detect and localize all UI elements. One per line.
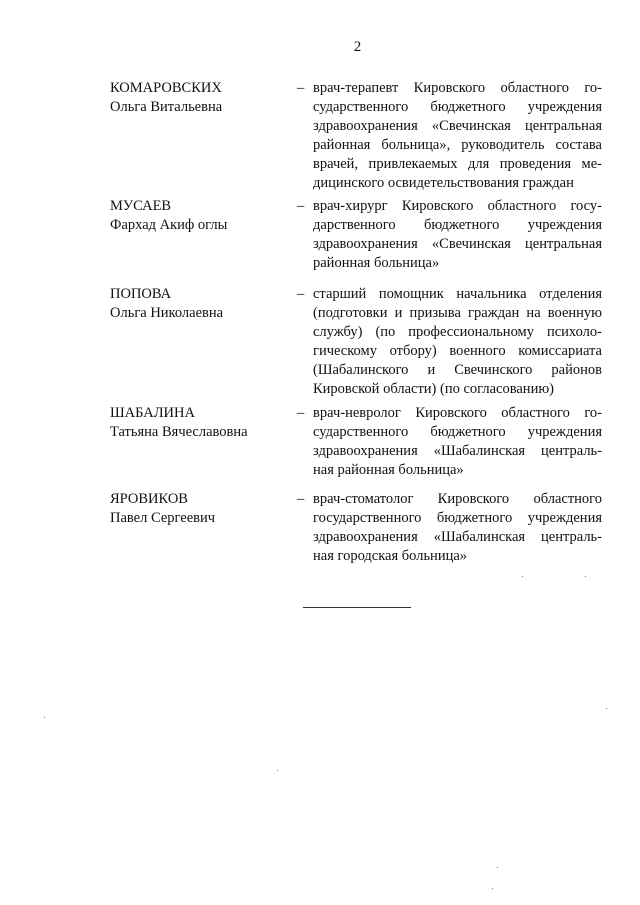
member-name xyxy=(110,285,285,323)
role-line: районная больница», руководитель состава xyxy=(313,137,602,153)
role-line: районная больница» xyxy=(313,255,440,271)
member-surname: ШАБАЛИНА xyxy=(110,405,195,421)
scan-speck xyxy=(277,770,278,771)
end-of-list-rule xyxy=(303,607,411,608)
scan-speck xyxy=(585,576,586,577)
role-line: Кировской области) (по согласованию) xyxy=(313,381,554,397)
member-given-names: Фархад Акиф оглы xyxy=(110,217,228,233)
role-line: врач-стоматолог Кировского областного xyxy=(313,491,602,507)
role-line: врач-хирург Кировского областного госу- xyxy=(313,198,602,214)
member-role xyxy=(313,79,602,193)
member-surname: КОМАРОВСКИХ xyxy=(110,80,222,96)
member-role xyxy=(313,404,602,480)
role-line: ная городская больница» xyxy=(313,548,468,564)
member-surname: МУСАЕВ xyxy=(110,198,172,214)
member-given-names: Павел Сергеевич xyxy=(110,510,216,526)
role-line: врач-невролог Кировского областного го- xyxy=(313,405,602,421)
role-line: здравоохранения «Свечинская центральная xyxy=(313,118,602,134)
dash-separator: – xyxy=(297,286,305,302)
role-line: (подготовки и призыва граждан на военную xyxy=(313,305,602,321)
member-name xyxy=(110,404,285,442)
dash-separator: – xyxy=(297,491,305,507)
role-line: старший помощник начальника отделения xyxy=(313,286,602,302)
role-line: службу) (по профессиональному психоло- xyxy=(313,324,602,340)
member-name xyxy=(110,79,285,117)
member-given-names: Татьяна Вячеславовна xyxy=(110,424,248,440)
member-given-names: Ольга Витальевна xyxy=(110,99,223,115)
role-line: ная районная больница» xyxy=(313,462,464,478)
member-surname: ПОПОВА xyxy=(110,286,172,302)
scan-speck xyxy=(522,576,523,577)
member-name xyxy=(110,197,285,235)
role-line: дицинского освидетельствования граждан xyxy=(313,175,574,191)
role-line: здравоохранения «Свечинская центральная xyxy=(313,236,602,252)
role-line: здравоохранения «Шабалинская централь- xyxy=(313,443,602,459)
member-role xyxy=(313,490,602,566)
role-line: сударственного бюджетного учреждения xyxy=(313,424,602,440)
role-line: (Шабалинского и Свечинского районов xyxy=(313,362,602,378)
scan-speck xyxy=(44,717,45,718)
member-role xyxy=(313,197,602,273)
member-surname: ЯРОВИКОВ xyxy=(110,491,188,507)
dash-separator: – xyxy=(297,198,305,214)
member-name xyxy=(110,490,285,528)
role-line: здравоохранения «Шабалинская централь- xyxy=(313,529,602,545)
role-line: врачей, привлекаемых для проведения ме- xyxy=(313,156,602,172)
scan-speck xyxy=(492,888,493,889)
role-line: государственного бюджетного учреждения xyxy=(313,510,602,526)
member-role xyxy=(313,285,602,399)
page-number: 2 xyxy=(353,39,362,55)
member-given-names: Ольга Николаевна xyxy=(110,305,224,321)
role-line: гическому отбору) военного комиссариата xyxy=(313,343,602,359)
role-line: врач-терапевт Кировского областного го- xyxy=(313,80,602,96)
dash-separator: – xyxy=(297,80,305,96)
role-line: сударственного бюджетного учреждения xyxy=(313,99,602,115)
scan-speck xyxy=(497,867,498,868)
scan-speck xyxy=(606,708,607,709)
role-line: дарственного бюджетного учреждения xyxy=(313,217,602,233)
dash-separator: – xyxy=(297,405,305,421)
